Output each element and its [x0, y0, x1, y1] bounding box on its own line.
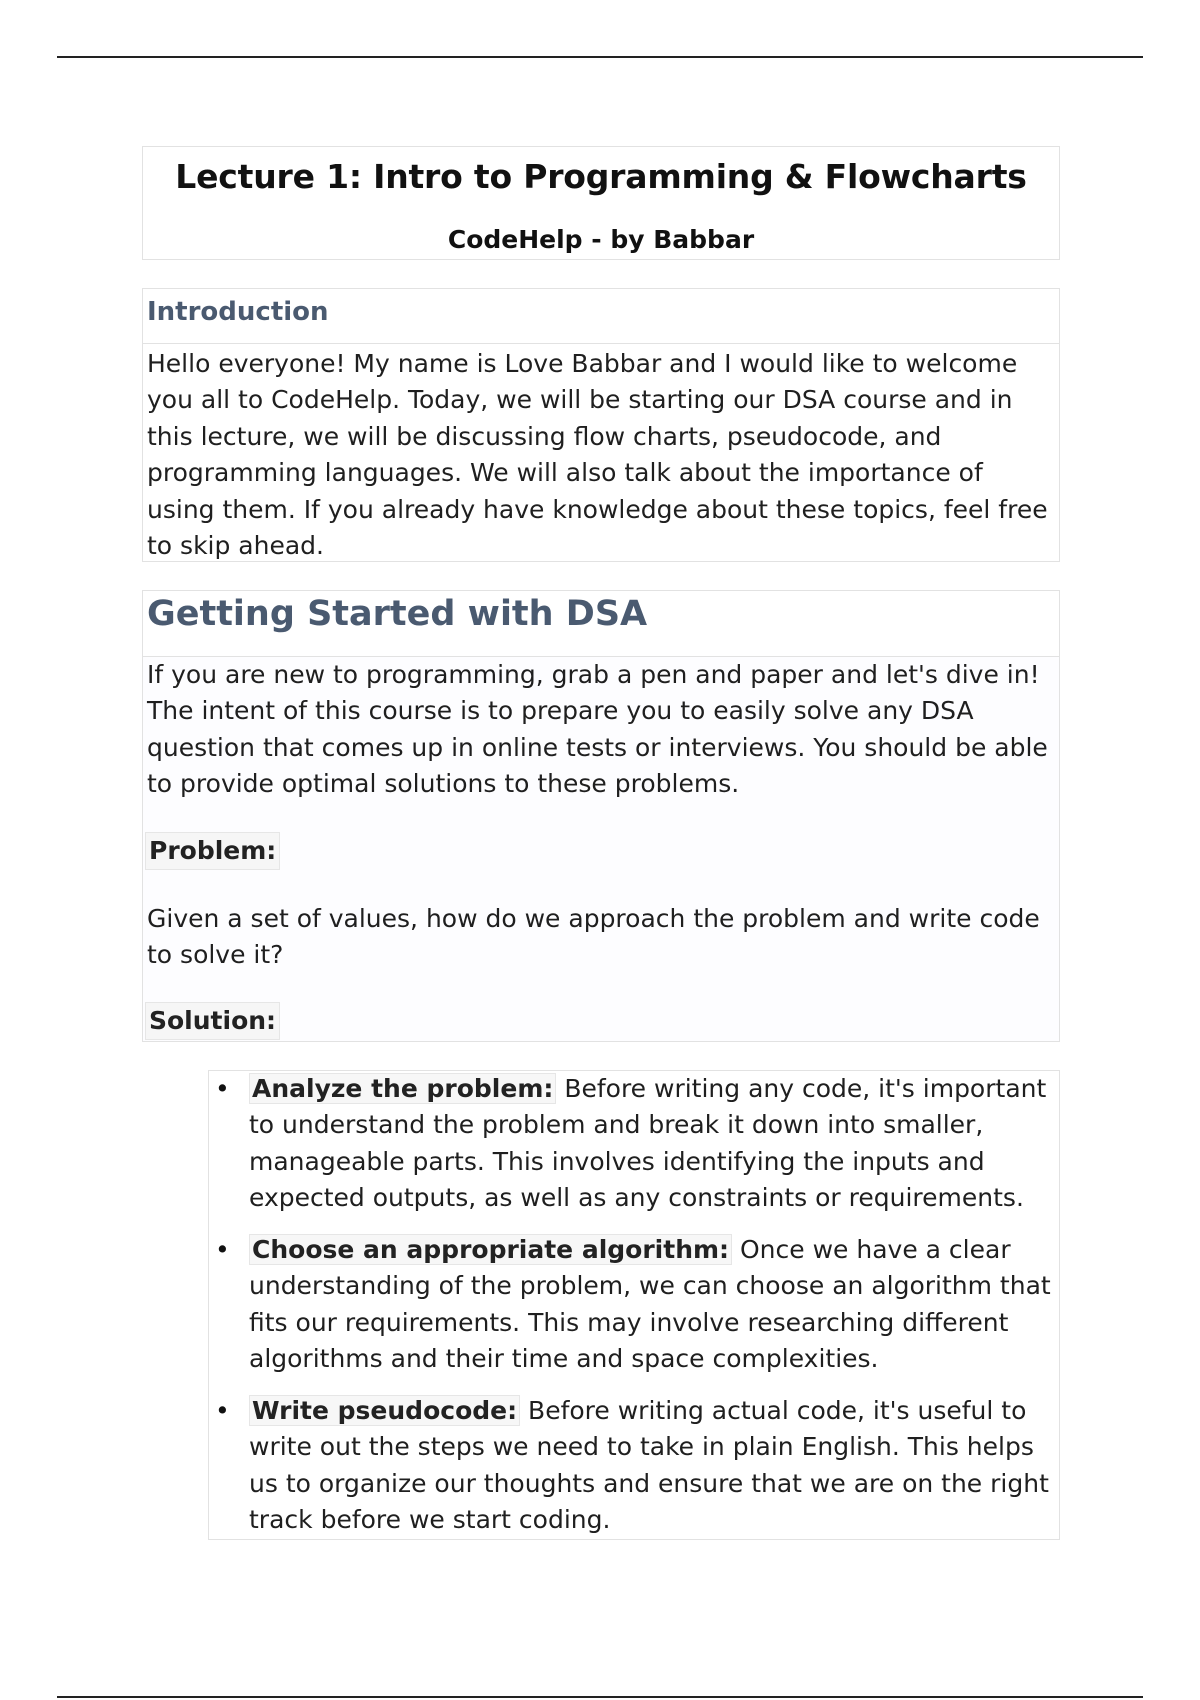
- title-block: [142, 146, 1060, 260]
- document-subtitle: CodeHelp - by Babbar: [447, 225, 755, 254]
- getting-started-heading: Getting Started with DSA: [147, 594, 648, 634]
- list-item-text: [249, 1071, 1053, 1217]
- getting-started-paragraph: If you are new to programming, grab a pen and paper and let's dive in! The intent of this course is to prepare you to easily solve any DSA question that comes up in online tests or interviews. You should be able to provide optimal solutions to these problems.: [147, 660, 1048, 799]
- top-rule: [57, 56, 1143, 58]
- list-item-body: Before writing any code, it's important to understand the problem and break it down into smaller, manageable parts. This involves identifying the inputs and expected outputs, as well as any constraints or requirements.: [249, 1074, 1047, 1213]
- solution-label: Solution:: [145, 1002, 280, 1040]
- list-item-text: [249, 1393, 1053, 1539]
- list-item-title: Analyze the problem:: [249, 1073, 556, 1104]
- introduction-heading-box: [142, 288, 1060, 344]
- bullet-icon: •: [215, 1235, 230, 1264]
- list-item-body: Before writing actual code, it's useful to write out the steps we need to take in plain English. This helps us to organize our thoughts and ensure that we are on the right track before we start coding.: [249, 1396, 1049, 1535]
- list-item-body: Once we have a clear understanding of the problem, we can choose an algorithm that fits our requirements. This may involve researching different algorithms and their time and space complexities.: [249, 1235, 1051, 1374]
- solution-steps-list: [208, 1070, 1060, 1540]
- list-item-title: Choose an appropriate algorithm:: [249, 1234, 732, 1265]
- document-title: Lecture 1: Intro to Programming & Flowcharts: [175, 157, 1027, 196]
- introduction-heading: Introduction: [147, 297, 329, 327]
- bullet-icon: •: [215, 1074, 230, 1103]
- getting-started-body-box: [142, 656, 1060, 1042]
- getting-started-heading-box: [142, 590, 1060, 657]
- bottom-rule: [57, 1696, 1143, 1698]
- list-item-text: [249, 1232, 1053, 1378]
- introduction-body-box: [142, 343, 1060, 562]
- list-item-title: Write pseudocode:: [249, 1395, 520, 1426]
- bullet-icon: •: [215, 1396, 230, 1425]
- problem-label: Problem:: [145, 832, 280, 870]
- problem-paragraph: Given a set of values, how do we approach the problem and write code to solve it?: [147, 904, 1040, 970]
- introduction-paragraph: Hello everyone! My name is Love Babbar and I would like to welcome you all to CodeHelp. Today, we will be starting our DSA course and in this lecture, we will be discussing flow charts, pseudocode, and programming languages. We will also talk about the importance of using them. If you already have knowledge about these topics, feel free to skip ahead.: [147, 349, 1048, 561]
